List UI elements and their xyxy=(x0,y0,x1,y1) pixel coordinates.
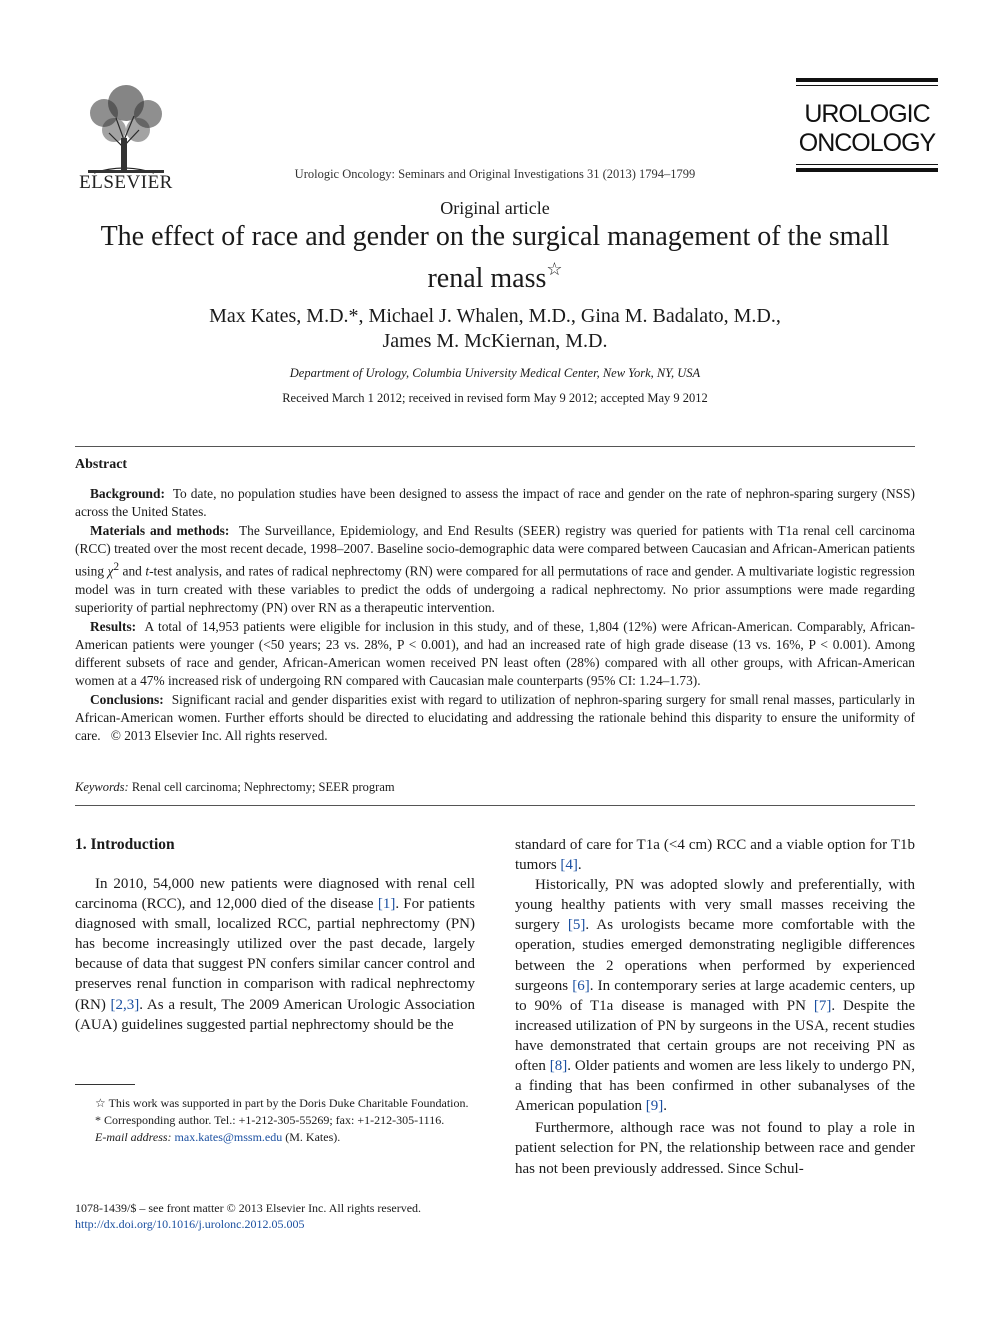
paragraph xyxy=(75,874,475,1035)
footnote-email xyxy=(75,1129,475,1146)
body-text: . xyxy=(577,857,582,874)
affiliation: Department of Urology, Columbia University Medical Center, New York, NY, USA xyxy=(289,366,701,380)
divider xyxy=(75,446,915,447)
abstract-results xyxy=(75,618,915,691)
body-text: standard of care for T1a (<4 cm) RCC and a viable option for T1b tumors xyxy=(515,837,915,874)
paragraph xyxy=(515,875,915,1116)
abstract-text: The Surveillance, Epidemiology, and End Results (SEER) registry was queried for patients with T1a renal cell carcinoma (RCC) treated over the most recent decade, 1998–2007. Baseline socio-demographic data were compared between Caucasian and African-American patients using xyxy=(75,522,915,579)
publisher-name: ELSEVIER xyxy=(79,172,173,193)
chi-superscript: 2 xyxy=(113,561,120,574)
section-heading-introduction: 1. Introduction xyxy=(75,836,175,853)
front-matter xyxy=(75,1200,495,1232)
copyright: © 2013 Elsevier Inc. All rights reserved. xyxy=(110,728,328,744)
citation-link[interactable]: [8] xyxy=(549,1058,568,1075)
citation-link[interactable]: [2,3] xyxy=(110,996,140,1013)
star-icon: ☆ xyxy=(95,1096,106,1110)
body-text: . As urologists became more comfortable with the operation, studies emerged demonstrating negligible differences between the 2 operations when performed by experienced surgeons xyxy=(515,917,916,994)
footnote-text: This work was supported in part by the Doris Duke Charitable Foundation. xyxy=(108,1096,469,1110)
front-matter-text: 1078-1439/$ – see front matter © 2013 Elsevier Inc. All rights reserved. xyxy=(75,1201,422,1215)
brand-line-1: UROLOGIC xyxy=(804,100,930,128)
citation-link[interactable]: [1] xyxy=(377,896,396,913)
brand-line-2: ONCOLOGY xyxy=(798,129,936,157)
citation-link[interactable]: [9] xyxy=(645,1098,664,1115)
abstract-text: To date, no population studies have been designed to assess the impact of race and gender on the rate of nephron-sparing surgery (NSS) across the United States. xyxy=(75,486,915,520)
doi-link[interactable]: http://dx.doi.org/10.1016/j.urolonc.2012.05.005 xyxy=(75,1217,305,1231)
abstract-text: Significant racial and gender disparities exist with regard to utilization of nephron-sparing surgery for small renal masses, particularly in African-American women. Further efforts should be directed to elucidating and addressing the rationale behind this disparity to ensure the uniformity of care. xyxy=(75,691,915,744)
abstract-text: A total of 14,953 patients were eligible for inclusion in this study, and of these, 1,804 (12%) were African-American. Comparably, African-American patients were younger (<50 years; 23 vs. 28%, P < 0.001), and had an increased rate of high grade disease (13 vs. 16%, P < 0.001). Among different subsets of race and gender, African-American women received PN least often (28%) compared with all other groups, with African-American women at a 47% increased risk of undergoing RN compared with Caucasian male counterparts (95% CI: 1.24–1.73). xyxy=(75,618,915,689)
t-symbol: t xyxy=(145,563,150,579)
abstract-label: Materials and methods: xyxy=(90,522,230,538)
article-title-text: The effect of race and gender on the surgical management of the small renal mass xyxy=(100,221,890,294)
body-text: . Older patients and women are less likely to undergo PN, a finding that has been confirmed in other subanalyses of the American population xyxy=(515,1058,916,1115)
abstract-body xyxy=(75,485,915,746)
citation-link[interactable]: [7] xyxy=(813,997,832,1014)
brand-rule xyxy=(796,164,938,165)
chi-symbol: χ xyxy=(107,563,114,579)
abstract-heading: Abstract xyxy=(75,457,128,472)
brand-rule xyxy=(796,168,938,172)
abstract-label: Background: xyxy=(90,486,165,501)
body-text: In 2010, 54,000 new patients were diagnosed with renal cell carcinoma (RCC), and 12,000 died of the disease xyxy=(75,876,475,913)
email-label: E-mail address: xyxy=(95,1130,172,1144)
body-text: . As a result, The 2009 American Urologic Association (AUA) guidelines suggested partial nephrectomy should be the xyxy=(75,996,475,1033)
brand-rule xyxy=(796,85,938,86)
paragraph: Furthermore, although race was not found to play a role in patient selection for PN, the relationship between race and gender has not been previously addressed. Since Schul- xyxy=(515,1120,915,1177)
article-type: Original article xyxy=(440,198,550,218)
journal-citation: Urologic Oncology: Seminars and Original Investigations 31 (2013) 1794–1799 xyxy=(294,167,696,181)
column-right xyxy=(515,835,915,1179)
authors-line-1: Max Kates, M.D.*, Michael J. Whalen, M.D., Gina M. Badalato, M.D., xyxy=(209,305,781,327)
citation-link[interactable]: [6] xyxy=(572,977,590,994)
article-title xyxy=(70,220,920,295)
keywords-text: Renal cell carcinoma; Nephrectomy; SEER program xyxy=(131,780,395,794)
body-text: . In contemporary series at large academic centers, up to 90% of T1a disease is managed with PN xyxy=(515,977,916,1014)
footnote-corresponding: * Corresponding author. Tel.: +1-212-305-55269; fax: +1-212-305-1116. xyxy=(95,1113,445,1127)
abstract-label: Conclusions: xyxy=(90,691,164,707)
body-text: . xyxy=(663,1098,668,1115)
keywords xyxy=(75,780,395,795)
received-dates: Received March 1 2012; received in revised form May 9 2012; accepted May 9 2012 xyxy=(282,391,708,405)
brand-rule xyxy=(796,78,938,82)
column-left xyxy=(75,874,475,1035)
journal-brand-name xyxy=(796,100,938,158)
email-suffix: (M. Kates). xyxy=(285,1130,341,1144)
abstract-conclusions xyxy=(75,691,915,746)
abstract-text: and xyxy=(122,563,142,579)
journal-brand xyxy=(796,78,938,172)
abstract-methods xyxy=(75,522,915,618)
paragraph xyxy=(515,835,915,875)
keywords-label: Keywords: xyxy=(75,780,129,794)
abstract-background xyxy=(75,485,915,522)
footnote-rule xyxy=(75,1084,135,1085)
citation-link[interactable]: [5] xyxy=(567,917,586,934)
body-text: . For patients diagnosed with small, localized RCC, partial nephrectomy (PN) has become increasingly utilized over the past decade, largely because of data that suggest PN confers similar cancer control and preserves renal function in comparison with radical nephrectomy (RN) xyxy=(75,896,476,1013)
star-footnote-icon[interactable]: ☆ xyxy=(546,259,563,279)
author-list xyxy=(70,304,920,354)
email-link[interactable]: max.kates@mssm.edu xyxy=(174,1130,283,1144)
body-text: Historically, PN was adopted slowly and preferentially, with young healthy patients with very small masses receiving the surgery xyxy=(515,877,915,934)
divider xyxy=(75,805,915,806)
abstract-label: Results: xyxy=(90,618,137,634)
authors-line-2: James M. McKiernan, M.D. xyxy=(382,330,608,352)
citation-link[interactable]: [4] xyxy=(560,857,578,874)
footnotes xyxy=(75,1095,475,1146)
footnote-funding xyxy=(75,1095,475,1112)
body-text: . Despite the increased utilization of PN by surgeons in the USA, recent studies have demonstrated that certain groups are not receiving PN as often xyxy=(515,997,915,1075)
abstract-text: -test analysis, and rates of radical nephrectomy (RN) were compared for all permutations of race and gender. A multivariate logistic regression model was in turn created with these variables to predict the odds of undergoing a radical nephrectomy. No prior assumptions were made regarding superiority of partial nephrectomy (PN) over RN as a therapeutic intervention. xyxy=(75,563,915,616)
